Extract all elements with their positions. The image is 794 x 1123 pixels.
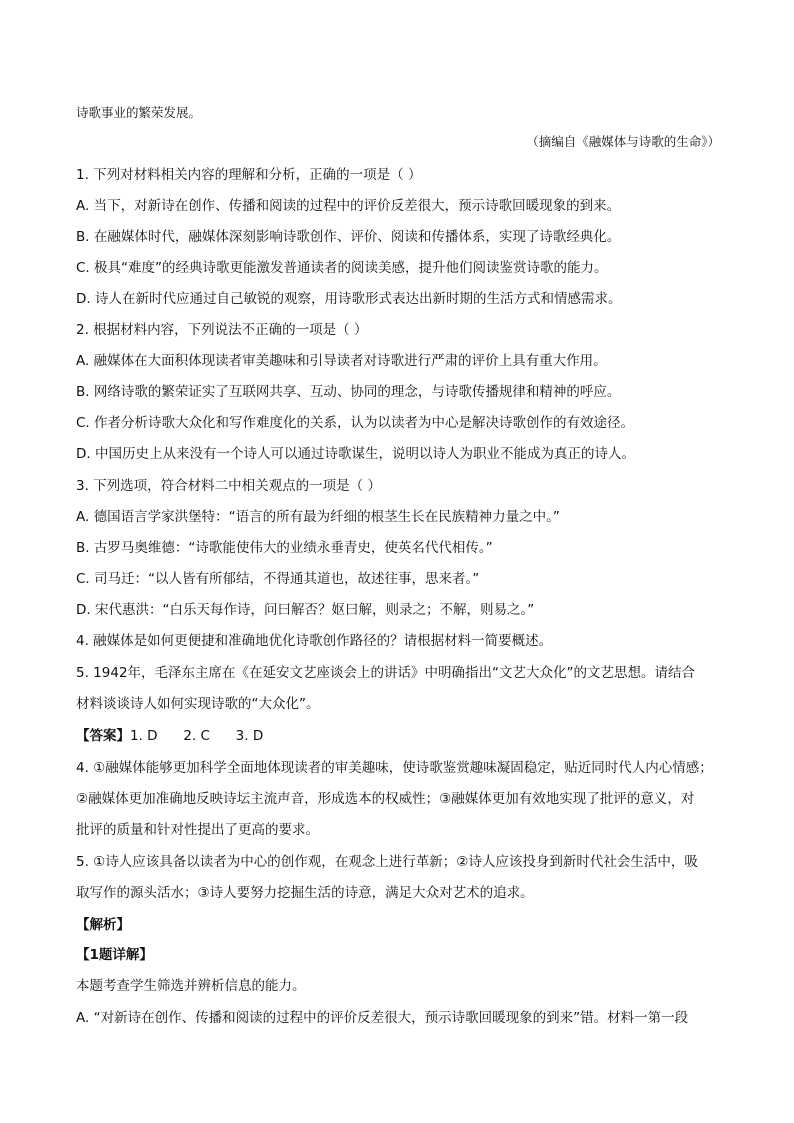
analysis-question-1-label: 【1题详解】 [76, 947, 153, 963]
question-5-stem-line-1: 5. 1942年，毛泽东主席在《在延安文艺座谈会上的讲话》中明确指出“文艺大众化”的文艺思想。请结合 [76, 665, 696, 681]
analysis-label: 【解析】 [76, 917, 130, 933]
continuation-text: 诗歌事业的繁荣发展。 [76, 105, 202, 120]
question-2-stem: 2. 根据材料内容，下列说法不正确的一项是（ ） [76, 322, 368, 338]
question-5-stem-line-2: 材料谈谈诗人如何实现诗歌的“大众化”。 [76, 696, 320, 712]
question-3-option-b: B. 古罗马奥维德：“诗歌能使伟大的业绩永垂青史，使英名代代相传。” [76, 540, 493, 556]
answer-4-line-3: 批评的质量和针对性提出了更高的要求。 [76, 822, 319, 838]
question-3-option-c: C. 司马迁：“以人皆有所郁结，不得通其道也，故述往事，思来者。” [76, 571, 480, 587]
question-1-option-b: B. 在融媒体时代，融媒体深刻影响诗歌创作、评价、阅读和传播体系，实现了诗歌经典化。 [76, 229, 621, 245]
answer-label: 【答案】 [76, 728, 130, 744]
question-3-option-a: A. 德国语言学家洪堡特：“语言的所有最为纤细的根茎生长在民族精神力量之中。” [76, 509, 560, 525]
answer-4-line-2: ②融媒体更加准确地反映诗坛主流声音，形成选本的权威性；③融媒体更加有效地实现了批评的意义，对 [76, 791, 695, 807]
answer-5-line-1: 5. ①诗人应该具备以读者为中心的创作观，在观念上进行革新；②诗人应该投身到新时代社会生活中，吸 [76, 854, 698, 870]
question-2-option-a: A. 融媒体在大面积体现读者审美趣味和引导读者对诗歌进行严肃的评价上具有重大作用。 [76, 353, 607, 369]
question-3-option-d: D. 宋代惠洪：“白乐天每作诗，问曰解否？妪曰解，则录之；不解，则易之。” [76, 602, 535, 618]
answer-row [76, 727, 720, 745]
question-2-option-c: C. 作者分析诗歌大众化和写作难度化的关系，认为以读者为中心是解决诗歌创作的有效途径。 [76, 415, 635, 431]
question-1-option-d: D. 诗人在新时代应通过自己敏锐的观察，用诗歌形式表达出新时期的生活方式和情感需求。 [76, 291, 622, 307]
question-4-stem: 4. 融媒体是如何更便捷和准确地优化诗歌创作路径的？请根据材料一简要概述。 [76, 633, 553, 649]
question-3-stem: 3. 下列选项，符合材料二中相关观点的一项是（ ） [76, 478, 381, 494]
answer-choices: 1. D 2. C 3. D [130, 728, 264, 744]
analysis-intro: 本题考查学生筛选并辨析信息的能力。 [76, 978, 306, 994]
answer-4-line-1: 4. ①融媒体能够更加科学全面地体现读者的审美趣味，使诗歌鉴赏趣味凝固稳定，贴近同时代人内心情感； [76, 760, 713, 776]
question-2-option-d: D. 中国历史上从来没有一个诗人可以通过诗歌谋生，说明以诗人为职业不能成为真正的诗人。 [76, 446, 635, 462]
question-2-option-b: B. 网络诗歌的繁荣证实了互联网共享、互动、协同的理念，与诗歌传播规律和精神的呼应。 [76, 384, 621, 400]
answer-5-line-2: 取写作的源头活水；③诗人要努力挖掘生活的诗意，满足大众对艺术的追求。 [76, 885, 534, 901]
question-1-option-a: A. 当下，对新诗在创作、传播和阅读的过程中的评价反差很大，预示诗歌回暖现象的到来。 [76, 198, 621, 214]
question-1-option-c: C. 极具“难度”的经典诗歌更能激发普通读者的阅读美感，提升他们阅读鉴赏诗歌的能力。 [76, 260, 608, 276]
question-1-stem: 1. 下列对材料相关内容的理解和分析，正确的一项是（ ） [76, 167, 422, 183]
source-citation: （摘编自《融媒体与诗歌的生命》） [526, 134, 720, 149]
analysis-option-a: A. “对新诗在创作、传播和阅读的过程中的评价反差很大，预示诗歌回暖现象的到来”错。材料一第一段 [76, 1010, 689, 1026]
